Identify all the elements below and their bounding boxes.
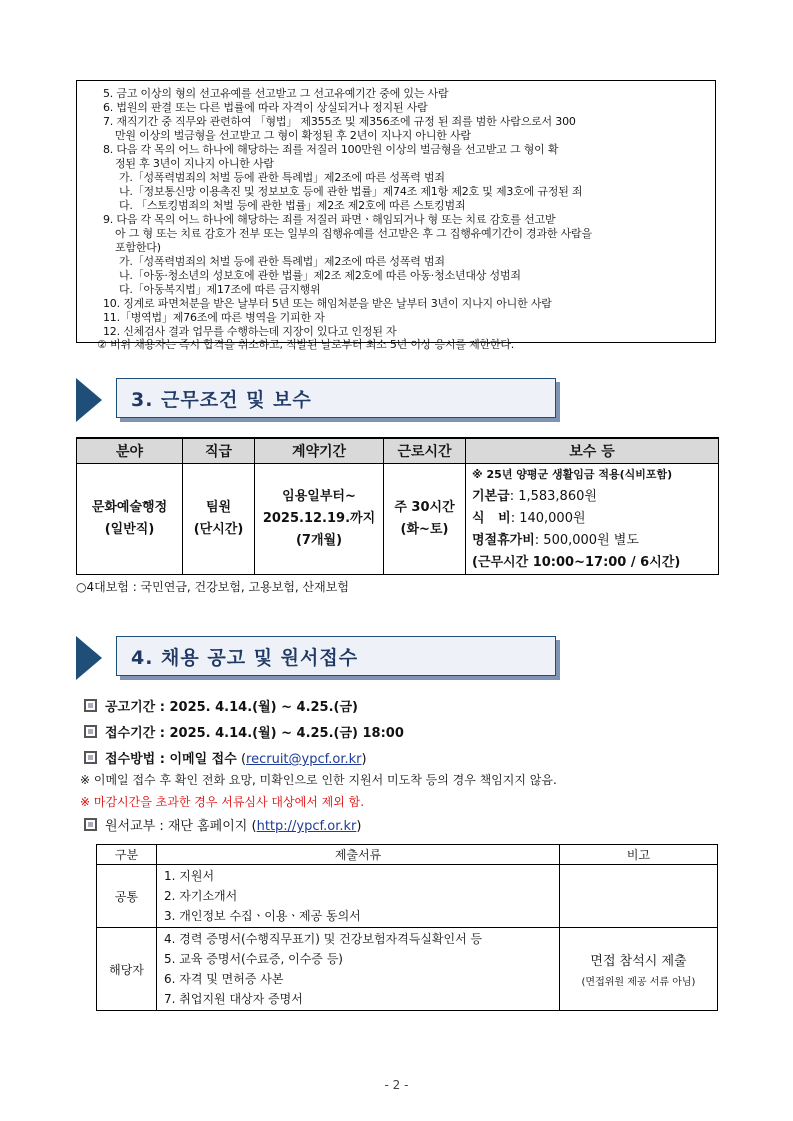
disqual-line: 6. 법원의 판결 또는 다른 법률에 따라 자격이 상실되거나 정지된 사람 xyxy=(103,101,428,114)
category-cell: 공통 xyxy=(97,865,157,928)
category-cell: 해당자 xyxy=(97,928,157,1011)
disqual-line: 가.「성폭력범죄의 처벌 등에 관한 특례법」제2조에 따른 성폭력 범죄 xyxy=(119,255,445,268)
section-4-header xyxy=(76,636,486,681)
section-title: 3. 근무조건 및 보수 xyxy=(116,378,556,418)
col-header: 계약기간 xyxy=(255,438,384,464)
disqual-line: 다. 「스토킹범죄의 처벌 등에 관한 법률」제2조 제2호에 따른 스토킹범죄 xyxy=(119,199,466,212)
col-header: 비고 xyxy=(560,845,718,865)
insurance-note: ○4대보험 : 국민연금, 건강보험, 고용보험, 산재보험 xyxy=(76,580,349,594)
disqual-line: 나.「아동·청소년의 성보호에 관한 법률」제2조 제2호에 따른 아동·청소년대상 성범죄 xyxy=(119,269,521,282)
col-header: 제출서류 xyxy=(157,845,560,865)
documents-table xyxy=(96,844,718,1011)
receipt-method: 접수방법 : 이메일 접수 (recruit@ypcf.or.kr) xyxy=(84,748,367,767)
page-number: - 2 - xyxy=(384,1078,409,1092)
items-cell: 1. 지원서 2. 자기소개서 3. 개인정보 수집ㆍ이용ㆍ제공 동의서 xyxy=(157,865,560,928)
disqual-line: 포함한다) xyxy=(115,241,161,254)
section-arrow-icon xyxy=(76,378,102,422)
disqual-line: 12. 신체검사 결과 업무를 수행하는데 지장이 있다고 인정된 자 xyxy=(103,325,397,338)
note-cell: 면접 참석시 제출 (면접위원 제공 서류 아님) xyxy=(560,928,718,1011)
square-bullet-icon xyxy=(84,725,97,738)
homepage-link[interactable]: http://ypcf.or.kr xyxy=(256,819,357,834)
disqual-line: 10. 징계로 파면처분을 받은 날부터 5년 또는 해임처분을 받은 날부터 3년이 지나지 아니한 사람 xyxy=(103,297,552,310)
disqual-line: 만원 이상의 벌금형을 선고받고 그 형이 확정된 후 2년이 지나지 아니한 사람 xyxy=(115,129,471,142)
disqual-line: 9. 다음 각 목의 어느 하나에 해당하는 죄를 저질러 파면ㆍ해임되거나 형 또는 치료 감호를 선고받 xyxy=(103,213,556,226)
disqualification-box xyxy=(76,80,716,351)
square-bullet-icon xyxy=(84,751,97,764)
disqual-line: 5. 금고 이상의 형의 선고유예를 선고받고 그 선고유예기간 중에 있는 사람 xyxy=(103,87,449,100)
square-bullet-icon xyxy=(84,699,97,712)
disqual-line: 8. 다음 각 목의 어느 하나에 해당하는 죄를 저질러 100만원 이상의 벌금형을 선고받고 그 형이 확 xyxy=(103,143,559,156)
disqual-line: 아 그 형 또는 치료 감호가 전부 또는 일부의 집행유예를 선고받은 후 그 집행유예기간이 경과한 사람을 xyxy=(115,227,592,240)
col-header: 근로시간 xyxy=(384,438,466,464)
rank-cell: 팀원 (단시간) xyxy=(183,464,255,575)
receipt-period: 접수기간 : 2025. 4.14.(월) ~ 4.25.(금) 18:00 xyxy=(84,722,404,741)
hours-cell: 주 30시간 (화~토) xyxy=(384,464,466,575)
form-distribution: 원서교부 : 재단 홈페이지 (http://ypcf.or.kr) xyxy=(84,815,361,834)
col-header: 분야 xyxy=(77,438,183,464)
items-cell: 4. 경력 증명서(수행직무표기) 및 건강보험자격득실확인서 등 5. 교육 증명서(수료증, 이수증 등) 6. 자격 및 면허증 사본 7. 취업지원 대상자 증명서 xyxy=(157,928,560,1011)
period-cell: 임용일부터~ 2025.12.19.까지 (7개월) xyxy=(255,464,384,575)
section-title: 4. 채용 공고 및 원서접수 xyxy=(116,636,556,676)
disqual-line: 정된 후 3년이 지나지 아니한 사람 xyxy=(115,157,274,170)
col-header: 구분 xyxy=(97,845,157,865)
section-3-header xyxy=(76,378,486,423)
col-header: 보수 등 xyxy=(466,438,719,464)
email-link[interactable]: recruit@ypcf.or.kr xyxy=(246,752,362,767)
disqual-line: 가.「성폭력범죄의 처벌 등에 관한 특례법」제2조에 따른 성폭력 범죄 xyxy=(119,171,445,184)
work-conditions-table xyxy=(76,437,719,575)
email-note: ※ 이메일 접수 후 확인 전화 요망, 미확인으로 인한 지원서 미도착 등의 경우 책임지지 않음. xyxy=(80,773,557,787)
disqual-line: 7. 재직기간 중 직무와 관련하여 「형법」 제355조 및 제356조에 규정 된 죄를 범한 사람으로서 300 xyxy=(103,115,576,128)
disqual-line: 나.「정보통신망 이용촉진 및 정보보호 등에 관한 법률」제74조 제1항 제2호 및 제3호에 규정된 죄 xyxy=(119,185,583,198)
section-arrow-icon xyxy=(76,636,102,680)
note-cell xyxy=(560,865,718,928)
disqual-line: 다.「아동복지법」제17조에 따른 금지행위 xyxy=(119,283,321,296)
field-cell: 문화예술행정 (일반직) xyxy=(77,464,183,575)
col-header: 직급 xyxy=(183,438,255,464)
disqual-line: ② 비위 채용자는 즉시 합격을 취소하고, 적발된 날로부터 최소 5년 이상 응시를 제한한다. xyxy=(97,338,515,351)
deadline-note: ※ 마감시간을 초과한 경우 서류심사 대상에서 제외 함. xyxy=(80,795,365,809)
notice-period: 공고기간 : 2025. 4.14.(월) ~ 4.25.(금) xyxy=(84,696,358,715)
pay-cell: ※ 25년 양평군 생활임금 적용(식비포함) 기본급: 1,583,860원 식 비: 140,000원 명절휴가비: 500,000원 별도 (근무시간 10:00~17:00 / 6시간) xyxy=(466,464,719,575)
disqual-line: 11.「병역법」제76조에 따른 병역을 기피한 자 xyxy=(103,311,325,324)
square-bullet-icon xyxy=(84,818,97,831)
